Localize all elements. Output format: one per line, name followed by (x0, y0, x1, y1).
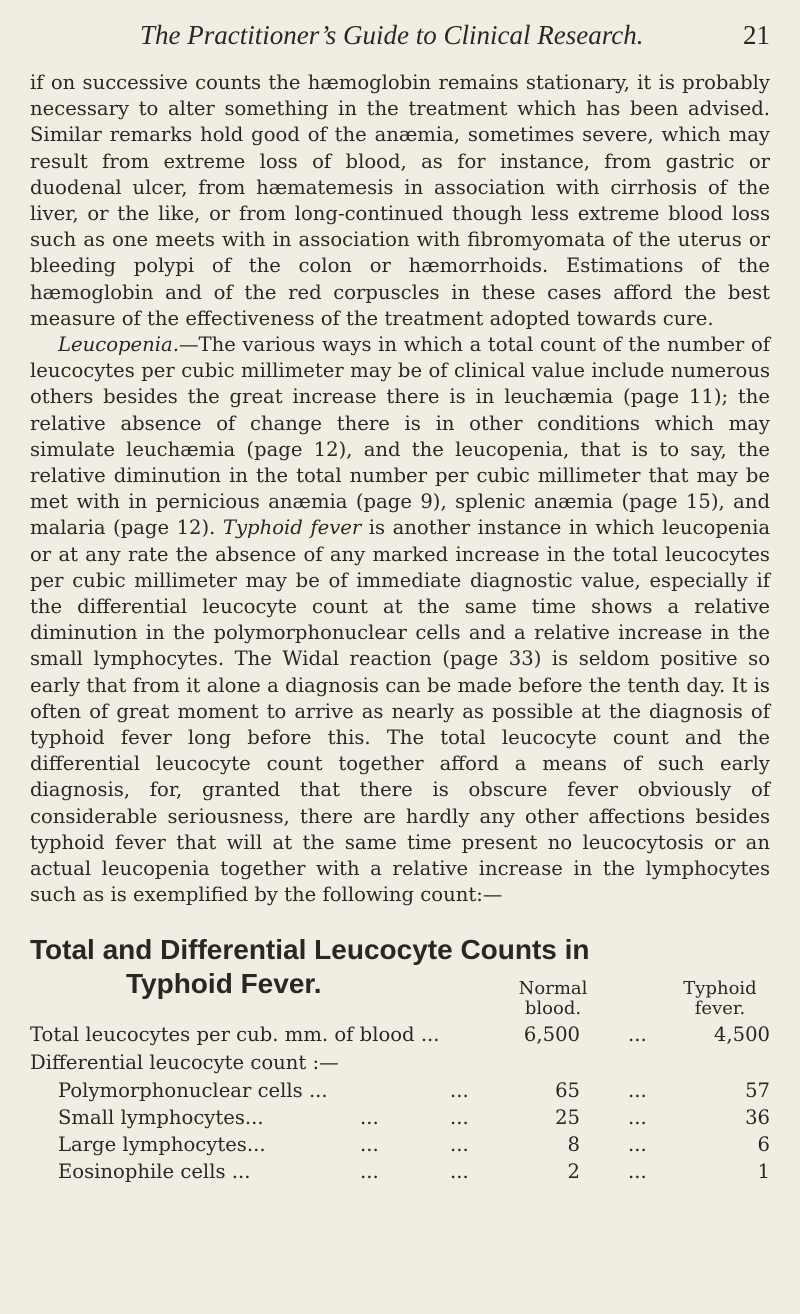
row-label: Small lymphocytes... (58, 1105, 264, 1129)
row-label: Eosinophile cells ... (58, 1159, 251, 1183)
leader-dots: ... (360, 1105, 379, 1129)
running-header (30, 18, 770, 54)
leader-dots: ... (628, 1078, 647, 1102)
table-row (30, 1106, 770, 1132)
col-header-normal: Normal blood. (518, 977, 588, 1019)
paragraph-continued: if on successive counts the hæmoglobin remains stationary, it is probably necessary to alter something in the treatment which has been advised. Similar remarks hold good of the anæmia, sometimes severe, which may result from extreme loss of blood, as for instance, from gastric or duodenal ulcer, from hæmatemesis in association with cirrhosis of the liver, or the like, or from long-continued though less extreme blood loss such as one meets with in association with fibromyomata of the uterus or bleeding polypi of the colon or hæmorrhoids. Estimations of the hæmoglobin and of the red corpuscles in these cases afford the best measure of the effectiveness of the treatment adopted towards cure. (30, 71, 770, 330)
table-title-line1: Total and Differential Leucocyte Counts in (30, 933, 590, 965)
leucopenia-text-a: —The various ways in which a total count of the number of leucocytes per cubic millimeter may be of clinical value include numerous others besides the great increase there is in leuchæmia (page 11); the relative absence of change there is in other conditions which may simulate leuchæmia (page 12), and the leucopenia, that is to say, the relative diminution in the total number per cubic millimeter that may be met with in pernicious anæmia (page 9), splenic anæmia (page 15), and malaria (page 12). (30, 333, 770, 540)
row-label: Differential leucocyte count :— (30, 1050, 339, 1074)
table-row-differential (30, 1051, 770, 1077)
leucocyte-table (30, 977, 770, 1241)
typhoid-value: 1 (757, 1159, 770, 1183)
leader-dots: ... (628, 1132, 647, 1156)
normal-value: 2 (567, 1159, 580, 1183)
leader-dots: ... (628, 1159, 647, 1183)
leucopenia-heading: Leucopenia. (58, 333, 179, 357)
normal-value: 25 (555, 1105, 580, 1129)
leucopenia-text-b: is another instance in which leucopenia or at any rate the absence of any marked increase in the total leucocytes per cubic millimeter may be of immediate diagnostic value, especially if the differential leucocyte count at the same time shows a relative diminution in the polymorphonuclear cells and a relative increase in the small lymphocytes. The Widal reaction (page 33) is seldom positive so early that from it alone a diagnosis can be made before the tenth day. It is often of great moment to arrive as nearly as possible at the diagnosis of typhoid fever long before this. The total leucocyte count and the differential leucocyte count together afford a means of such early diagnosis, for, granted that there is obscure fever obviously of considerable seriousness, there are hardly any other affections besides typhoid fever that will at the same time present no leucocytosis or an actual leucopenia together with a relative increase in the lymphocytes such as is exemplified by the following count:— (30, 516, 771, 907)
leader-dots: ... (450, 1159, 469, 1183)
leader-dots: ... (360, 1132, 379, 1156)
leader-dots: ... (450, 1132, 469, 1156)
book-page (30, 18, 770, 1241)
table-row-total (30, 1023, 770, 1049)
row-label: Large lymphocytes... (58, 1132, 266, 1156)
normal-value: 65 (555, 1078, 580, 1102)
table-row (30, 1079, 770, 1105)
row-label: Polymorphonuclear cells ... (58, 1078, 328, 1102)
leader-dots: ... (360, 1159, 379, 1183)
table-row (30, 1133, 770, 1159)
typhoid-value: 36 (745, 1105, 770, 1129)
leader-dots: ... (450, 1105, 469, 1129)
page-number: 21 (743, 20, 770, 50)
leader-dots: ... (628, 1105, 647, 1129)
table-title (30, 933, 770, 1001)
col-header-typhoid: Typhoid fever. (683, 977, 757, 1019)
row-label: Total leucocytes per cub. mm. of blood ... (30, 1022, 440, 1046)
running-title: The Practitioner’s Guide to Clinical Research. (140, 20, 644, 50)
typhoid-value: 6 (757, 1132, 770, 1156)
leader-dots: ... (450, 1078, 469, 1102)
body-text (30, 70, 770, 909)
normal-value: 8 (567, 1132, 580, 1156)
typhoid-value: 57 (745, 1078, 770, 1102)
normal-value: 6,500 (523, 1022, 580, 1046)
table-row (30, 1160, 770, 1186)
table-title-line2: Typhoid Fever. (126, 967, 322, 999)
typhoid-value: 4,500 (713, 1022, 770, 1046)
paragraph-leucopenia (30, 332, 770, 908)
leader-dots: ... (628, 1022, 647, 1046)
typhoid-fever-italic: Typhoid fever (222, 516, 362, 540)
